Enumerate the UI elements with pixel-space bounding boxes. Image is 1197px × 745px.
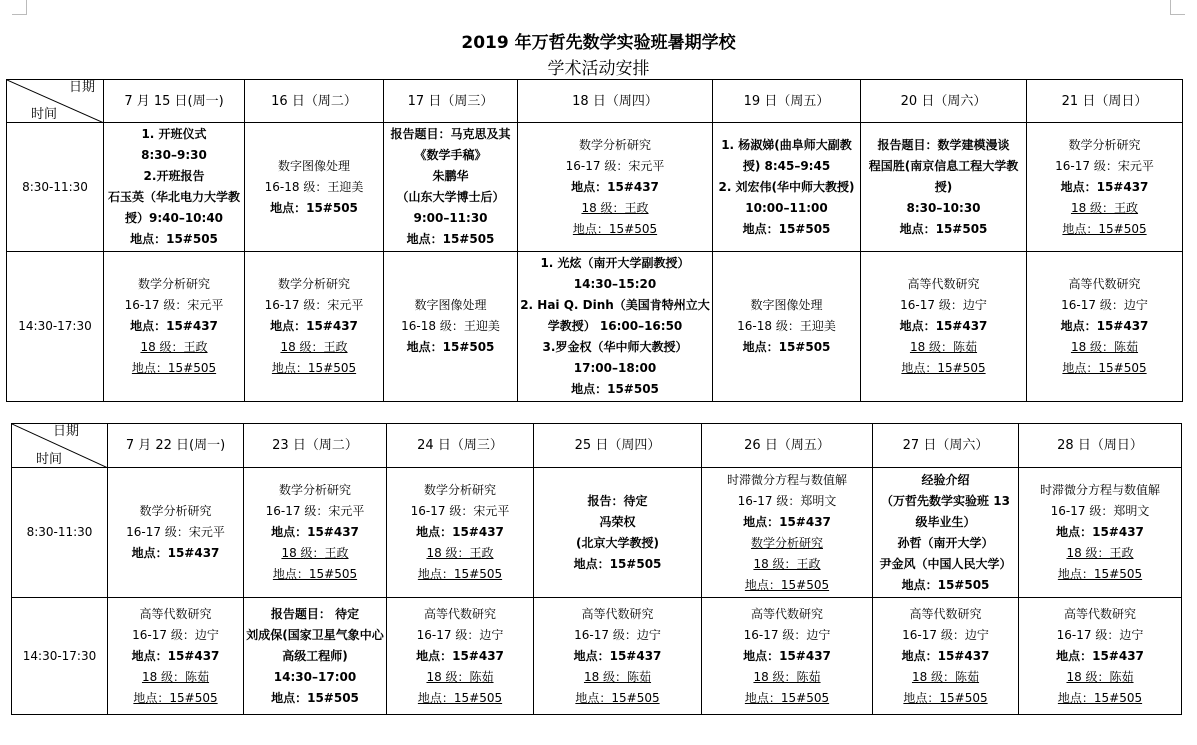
- cell-line: 16-17 级：宋元平: [265, 504, 365, 518]
- day-header: 7 月 15 日(周一): [104, 80, 245, 123]
- cell-line: 地点：15#505: [744, 690, 830, 705]
- cell-line: 高等代数研究: [909, 606, 982, 621]
- cell-line: 地点：15#437: [416, 648, 504, 663]
- document-subtitle: 学术活动安排: [547, 59, 650, 79]
- schedule-cell: [387, 468, 534, 598]
- cell-line: 地点：15#505: [271, 690, 359, 705]
- cell-line: 8:30–9:30: [141, 148, 207, 162]
- cell-line: 冯荣权: [599, 514, 636, 529]
- schedule-cell: [384, 123, 518, 252]
- time-slot-cell: 14:30-17:30: [7, 252, 104, 402]
- schedule-cell: [384, 252, 518, 402]
- cell-line: 地点：15#437: [271, 525, 359, 539]
- cell-line: 16-17 级：郑明文: [737, 493, 837, 508]
- schedule-cell: [861, 252, 1027, 402]
- cell-line: 18 级：陈茹: [583, 669, 652, 684]
- time-slot-cell: 8:30-11:30: [7, 123, 104, 252]
- schedule-cell: [518, 123, 713, 252]
- cell-line: 地点：15#505: [271, 361, 357, 375]
- cell-line: 数学分析研究: [578, 137, 651, 152]
- schedule-cell: [1027, 252, 1183, 402]
- cell-line: 17:00–18:00: [573, 361, 657, 375]
- cell-line: 地点：15#437: [270, 319, 358, 333]
- cell-line: 16-18 级：王迎美: [401, 319, 500, 333]
- schedule-cell: [534, 468, 702, 598]
- cell-line: 18 级：陈茹: [753, 669, 821, 684]
- cell-line: 16-17 级：宋元平: [565, 158, 665, 173]
- corner-header-cell: [7, 80, 104, 123]
- time-slot-cell: 14:30-17:30: [12, 598, 108, 715]
- cell-line: 14:30–17:00: [273, 669, 357, 684]
- cell-line: 地点：15#505: [133, 690, 218, 705]
- cell-line: 18 级：陈茹: [1070, 340, 1139, 354]
- cell-line: 16-17 级：宋元平: [1055, 158, 1154, 173]
- cell-line: 18 级：王政: [753, 556, 821, 571]
- header-row: [12, 424, 1182, 468]
- cell-line: 16-17 级：宋元平: [124, 298, 224, 312]
- cell-line: 9:00–11:30: [413, 211, 488, 225]
- cell-line: 地点：15#437: [1060, 319, 1149, 333]
- cell-line: 高等代数研究: [750, 606, 823, 621]
- cell-line: 1. 开班仪式: [141, 127, 207, 141]
- cell-line: 地点：15#505: [272, 567, 358, 581]
- schedule-cell: [387, 598, 534, 715]
- cell-line: 地点：15#505: [742, 221, 831, 236]
- schedule-cell: [244, 468, 387, 598]
- schedule-cell: [534, 598, 702, 715]
- day-header: 21 日（周日）: [1027, 80, 1183, 123]
- schedule-cell: [1019, 468, 1182, 598]
- day-header: 23 日（周二）: [244, 424, 387, 468]
- cell-line: 地点：15#437: [743, 648, 831, 663]
- cell-line: 18 级：王政: [1066, 546, 1134, 560]
- cell-line: 3.罗金权（华中师大教授）: [542, 340, 688, 354]
- cell-line: 报告：待定: [587, 493, 648, 508]
- day-header: 27 日（周六）: [873, 424, 1019, 468]
- cell-line: 16-17 级：宋元平: [264, 298, 364, 312]
- cell-line: 地点：15#505: [1062, 221, 1147, 236]
- header-row: [7, 80, 1183, 123]
- cell-line: 地点：15#437: [416, 525, 504, 539]
- cell-line: 16-17 级：边宁: [416, 627, 504, 642]
- cell-line: 孙哲（南开大学）: [897, 535, 994, 550]
- cell-line: (北京大学教授): [576, 535, 659, 550]
- cell-line: 高等代数研究: [1068, 277, 1141, 291]
- cell-line: 尹金风（中国人民大学）地点：15#505: [879, 556, 1012, 592]
- cell-line: 数字图像处理: [414, 298, 487, 312]
- cell-line: 地点：15#505: [406, 232, 495, 246]
- cell-line: 地点：15#505: [742, 340, 831, 354]
- cell-line: 高等代数研究: [1063, 606, 1136, 621]
- cell-line: 地点：15#437: [571, 179, 659, 194]
- cell-line: 数学分析研究: [423, 483, 496, 497]
- cell-line: 18 级：王政: [426, 546, 494, 560]
- cell-line: 地点：15#505: [270, 200, 358, 215]
- cell-line: 16-18 级：王迎美: [264, 179, 364, 194]
- day-header: 19 日（周五）: [713, 80, 861, 123]
- cell-line: 程国胜(南京信息工程大学教授): [868, 158, 1019, 194]
- cell-line: 数学分析研究: [278, 483, 351, 497]
- cell-line: 高等代数研究: [907, 277, 980, 291]
- schedule-cell: [104, 123, 245, 252]
- cell-line: 刘成保(国家卫星气象中心高级工程师): [246, 627, 384, 663]
- cell-line: 18 级：陈茹: [911, 669, 980, 684]
- cell-line: 16-17 级：宋元平: [410, 504, 510, 518]
- schedule-cell: [245, 252, 384, 402]
- schedule-cell: [244, 598, 387, 715]
- cell-line: 18 级：王政: [280, 340, 348, 354]
- schedule-cell: [518, 252, 713, 402]
- cell-line: 16-17 级：边宁: [574, 627, 661, 642]
- cell-line: 高等代数研究: [139, 606, 212, 621]
- cell-line: 地点：15#505: [417, 690, 503, 705]
- cell-line: 地点：15#437: [901, 648, 990, 663]
- cell-line: 2.开班报告: [143, 169, 205, 183]
- day-header: 28 日（周日）: [1019, 424, 1182, 468]
- cell-line: 地点：15#437: [1060, 179, 1149, 194]
- schedule-cell: [873, 598, 1019, 715]
- cell-line: 18 级：陈茹: [141, 669, 210, 684]
- cell-line: 地点：15#437: [573, 648, 662, 663]
- schedule-cell: [1027, 123, 1183, 252]
- cell-line: 朱鹏华: [432, 169, 469, 183]
- cell-line: 16-18 级：王迎美: [737, 319, 836, 333]
- day-header: 25 日（周四）: [534, 424, 702, 468]
- cell-line: 18 级：陈茹: [426, 669, 494, 684]
- cell-line: 地点：15#505: [571, 382, 659, 396]
- cell-line: 报告题目：数学建模漫谈: [877, 137, 1010, 152]
- corner-header-cell: [12, 424, 108, 468]
- time-label: 时间: [31, 107, 58, 122]
- day-header: 18 日（周四）: [518, 80, 713, 123]
- schedule-cell: [104, 252, 245, 402]
- cell-line: 地点：15#505: [130, 232, 218, 246]
- cell-line: 14:30–15:20: [573, 277, 657, 291]
- schedule-cell: [713, 123, 861, 252]
- cell-line: 高等代数研究: [581, 606, 654, 621]
- cell-line: 16-17 级：宋元平: [126, 525, 225, 539]
- cell-line: 地点：15#437: [1056, 648, 1144, 663]
- schedule-cell: [108, 468, 244, 598]
- cell-line: 16-17 级：边宁: [1056, 627, 1144, 642]
- cell-line: 时滞微分方程与数值解: [726, 472, 847, 487]
- cell-line: 数学分析研究: [139, 504, 212, 518]
- day-header: 17 日（周三）: [384, 80, 518, 123]
- cell-line: 18 级：陈茹: [909, 340, 978, 354]
- day-header: 24 日（周三）: [387, 424, 534, 468]
- schedule-cell: [873, 468, 1019, 598]
- cell-line: 地点：15#505: [744, 577, 830, 592]
- day-header: 26 日（周五）: [702, 424, 873, 468]
- cell-line: 高等代数研究: [423, 606, 496, 621]
- cell-line: 18 级：陈茹: [1066, 669, 1134, 684]
- cell-line: 数学分析研究: [750, 535, 823, 550]
- cell-line: 数学分析研究: [277, 277, 350, 291]
- morning-row: [12, 468, 1182, 598]
- cell-line: 地点：15#505: [1062, 361, 1147, 375]
- afternoon-row: [12, 598, 1182, 715]
- cell-line: 1. 光炫（南开大学副教授）: [540, 256, 690, 270]
- day-header: 20 日（周六）: [861, 80, 1027, 123]
- cell-line: 报告题目：马克思及其《数学手稿》: [390, 127, 511, 162]
- time-label: 时间: [36, 452, 63, 467]
- schedule-cell: [713, 252, 861, 402]
- morning-row: [7, 123, 1183, 252]
- document-title: 2019 年万哲先数学实验班暑期学校: [461, 33, 736, 53]
- schedule-table-week1: [6, 79, 1183, 402]
- schedule-cell: [1019, 598, 1182, 715]
- cell-line: 8:30–10:30: [906, 200, 981, 215]
- cell-line: 18 级：王政: [281, 546, 349, 560]
- cell-line: 16-17 级：边宁: [902, 627, 989, 642]
- cell-line: 数字图像处理: [277, 158, 350, 173]
- cell-line: 地点：15#437: [131, 546, 220, 560]
- cell-line: 数学分析研究: [137, 277, 210, 291]
- page-corner-mark: [12, 0, 27, 15]
- cell-line: 地点：15#505: [572, 221, 658, 236]
- cell-line: 地点：15#505: [1057, 567, 1143, 581]
- cell-line: 16-17 级：郑明文: [1050, 504, 1150, 518]
- day-header: 16 日（周二）: [245, 80, 384, 123]
- cell-line: 数字图像处理: [750, 298, 823, 312]
- cell-line: 地点：15#505: [131, 361, 217, 375]
- cell-line: 地点：15#505: [903, 690, 988, 705]
- cell-line: 地点：15#505: [573, 556, 662, 571]
- cell-line: 地点：15#505: [575, 690, 660, 705]
- cell-line: 2. Hai Q. Dinh（美国肯特州立大学教授） 16:00–16:50: [520, 298, 710, 333]
- schedule-table-week2: [11, 423, 1182, 715]
- cell-line: （万哲先数学实验班 13 级毕业生）: [881, 493, 1010, 529]
- cell-line: 地点：15#505: [406, 340, 495, 354]
- cell-line: 地点：15#437: [130, 319, 218, 333]
- cell-line: 报告题目： 待定: [270, 606, 360, 621]
- cell-line: 地点：15#437: [1056, 525, 1144, 539]
- cell-line: 16-17 级：边宁: [132, 627, 219, 642]
- cell-line: 18 级：王政: [140, 340, 208, 354]
- cell-line: 数学分析研究: [1068, 137, 1141, 152]
- date-label: 日期: [68, 80, 95, 95]
- cell-line: 1. 杨淑娣(曲阜师大副教授) 8:45–9:45: [721, 137, 852, 173]
- schedule-cell: [861, 123, 1027, 252]
- cell-line: 18 级：王政: [1070, 200, 1139, 215]
- cell-line: 16-17 级：边宁: [1061, 298, 1148, 312]
- cell-line: 2. 刘宏伟(华中师大教授) 10:00–11:00: [718, 179, 855, 215]
- page-corner-mark: [1170, 0, 1185, 15]
- cell-line: 18 级：王政: [581, 200, 649, 215]
- cell-line: 地点：15#437: [131, 648, 220, 663]
- cell-line: 16-17 级：边宁: [900, 298, 987, 312]
- schedule-cell: [108, 598, 244, 715]
- day-header: 7 月 22 日(周一): [108, 424, 244, 468]
- date-label: 日期: [52, 424, 79, 439]
- afternoon-row: [7, 252, 1183, 402]
- cell-line: 地点：15#437: [743, 514, 831, 529]
- cell-line: 地点：15#437: [899, 319, 988, 333]
- schedule-cell: [245, 123, 384, 252]
- cell-line: 地点：15#505: [899, 221, 988, 236]
- schedule-cell: [702, 598, 873, 715]
- cell-line: 石玉英（华北电力大学教授）9:40–10:40: [107, 190, 240, 225]
- time-slot-cell: 8:30-11:30: [12, 468, 108, 598]
- cell-line: （山东大学博士后）: [396, 190, 505, 204]
- cell-line: 经验介绍: [921, 472, 970, 487]
- cell-line: 地点：15#505: [417, 567, 503, 581]
- cell-line: 地点：15#505: [901, 361, 986, 375]
- cell-line: 地点：15#505: [1057, 690, 1143, 705]
- schedule-cell: [702, 468, 873, 598]
- cell-line: 16-17 级：边宁: [743, 627, 831, 642]
- cell-line: 时滞微分方程与数值解: [1039, 483, 1160, 497]
